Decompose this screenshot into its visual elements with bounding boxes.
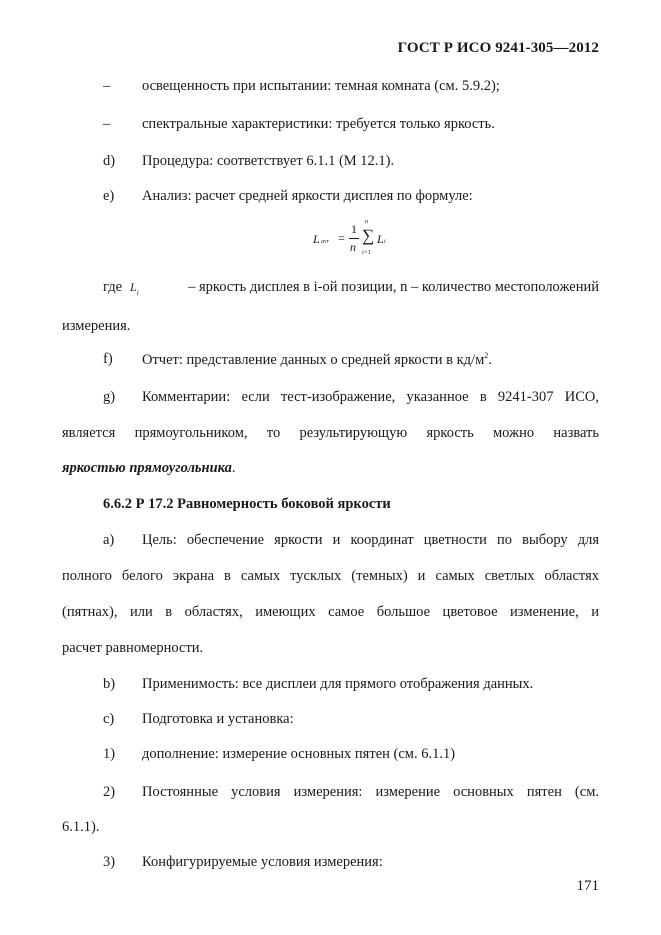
paragraph-continuation: 6.1.1). — [62, 819, 100, 835]
formula-lhs-sub: avr — [321, 239, 329, 245]
paragraph-continuation: (пятнах), или в областях, имеющих самое большое цветовое изменение, и — [62, 604, 599, 620]
list-item-text: спектральные характеристики: требуется только яркость. — [142, 116, 495, 132]
list-item-text: дополнение: измерение основных пятен (см. 6.1.1) — [142, 746, 456, 762]
list-marker: – — [103, 116, 111, 132]
term-tail: . — [231, 460, 236, 476]
sigma-icon: ∑ — [362, 226, 375, 245]
document-header: ГОСТ Р ИСО 9241-305—2012 — [397, 40, 599, 56]
page-number: 171 — [576, 878, 599, 894]
where-prefix: где — [103, 279, 123, 295]
list-marker: e) — [103, 188, 115, 204]
list-item-text: Цель: обеспечение яркости и координат цветности по выбору для — [142, 532, 599, 548]
list-marker: – — [103, 78, 111, 94]
list-marker: a) — [103, 532, 115, 548]
paragraph-continuation: измерения. — [62, 318, 131, 334]
paragraph-continuation — [62, 460, 236, 477]
list-item-text: Применимость: все дисплеи для прямого отображения данных. — [142, 676, 534, 692]
report-tail: . — [488, 352, 492, 368]
formula-equals: = — [338, 231, 345, 245]
term-emphasis: яркостью прямоугольника — [62, 460, 232, 476]
formula-denominator: n — [350, 240, 356, 254]
formula-term-sub: i — [384, 239, 386, 245]
section-heading: 6.6.2 Р 17.2 Равномерность боковой яркости — [103, 496, 391, 512]
list-item-text: Комментарии: если тест-изображение, указанное в 9241-307 ИСО, — [142, 389, 599, 405]
list-item-text: освещенность при испытании: темная комната (см. 5.9.2); — [142, 78, 500, 94]
where-line — [103, 279, 599, 297]
list-item-text: Анализ: расчет средней яркости дисплея по формуле: — [142, 188, 473, 204]
list-item-text: Процедура: соответствует 6.1.1 (М 12.1). — [142, 153, 395, 169]
formula-term: L — [377, 232, 384, 246]
list-marker: 3) — [103, 854, 116, 870]
sum-upper: n — [365, 219, 368, 225]
list-marker: c) — [103, 711, 115, 727]
list-marker: f) — [103, 351, 113, 367]
unit-superscript: 2 — [484, 351, 489, 360]
list-marker: d) — [103, 153, 116, 169]
formula-lhs: L — [313, 232, 320, 246]
fraction-bar — [349, 238, 359, 239]
where-text: – яркость дисплея в i-ой позиции, n – количество местоположений — [188, 279, 599, 295]
formula-numerator: 1 — [351, 222, 357, 236]
list-item-text — [142, 351, 492, 369]
list-marker: 1) — [103, 746, 116, 762]
where-variable-sub: i — [136, 288, 139, 297]
where-variable: L — [130, 280, 137, 294]
paragraph-continuation: полного белого экрана в самых тусклых (темных) и самых светлых областях — [62, 568, 599, 584]
list-item-text: Подготовка и установка: — [142, 711, 294, 727]
sum-lower: i=1 — [362, 250, 371, 256]
list-marker: g) — [103, 389, 116, 405]
list-item-text: Конфигурируемые условия измерения: — [142, 854, 383, 870]
list-marker: 2) — [103, 784, 116, 800]
report-text: Отчет: представление данных о средней яркости в кд/м — [142, 352, 485, 368]
list-item-text: Постоянные условия измерения: измерение основных пятен (см. — [142, 784, 599, 800]
list-marker: b) — [103, 676, 116, 692]
paragraph-continuation: расчет равномерности. — [62, 640, 204, 656]
paragraph-continuation: является прямоугольником, то результирующую яркость можно назвать — [62, 425, 599, 441]
average-luminance-formula — [313, 219, 386, 266]
